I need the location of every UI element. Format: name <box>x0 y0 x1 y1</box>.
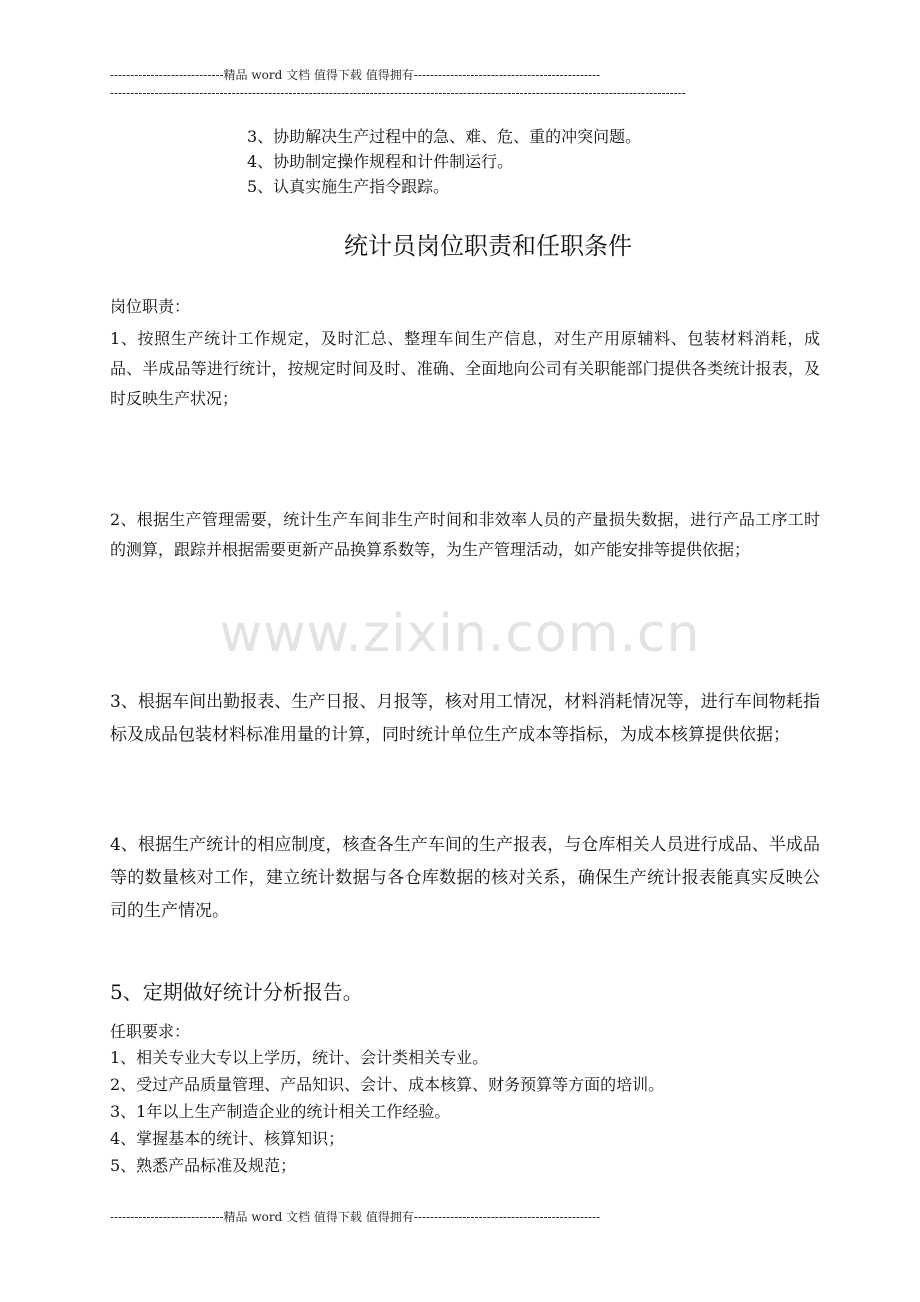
document-title: 统计员岗位职责和任职条件 <box>344 232 632 260</box>
duty-paragraph: 3、根据车间出勤报表、生产日报、月报等，核对用工情况，材料消耗情况等，进行车间物耗指标及成品包装材料标准用量的计算，同时统计单位生产成本等指标，为成本核算提供依据； <box>110 692 820 745</box>
intro-item: 4、协助制定操作规程和计件制运行。 <box>247 152 514 171</box>
header-banner: ----------------------------精品 word 文档 值得下载 值得拥有---------------------------------------------- <box>110 68 601 82</box>
duty-item: 5、定期做好统计分析报告。 <box>110 980 363 1004</box>
requirement-item: 1、相关专业大专以上学历，统计、会计类相关专业。 <box>110 1048 489 1067</box>
duty-paragraph: 2、根据生产管理需要，统计生产车间非生产时间和非效率人员的产量损失数据，进行产品工序工时的测算，跟踪并根据需要更新产品换算系数等，为生产管理活动，如产能安排等提供依据； <box>110 510 820 559</box>
requirement-item: 2、受过产品质量管理、产品知识、会计、成本核算、财务预算等方面的培训。 <box>110 1075 665 1094</box>
duty-paragraph: 4、根据生产统计的相应制度，核查各生产车间的生产报表，与仓库相关人员进行成品、半成品等的数量核对工作，建立统计数据与各仓库数据的核对关系，确保生产统计报表能真实反映公司的生产情况。 <box>110 835 820 921</box>
intro-item: 3、协助解决生产过程中的急、难、危、重的冲突问题。 <box>247 127 642 146</box>
header-divider: ---------------------------------------------------------------------------------------------------------------------------------------------- <box>110 86 686 100</box>
footer-banner: ----------------------------精品 word 文档 值得下载 值得拥有---------------------------------------------- <box>110 1210 601 1224</box>
duties-label: 岗位职责： <box>110 297 191 316</box>
requirement-item: 4、掌握基本的统计、核算知识； <box>110 1129 345 1148</box>
duty-paragraph: 1、按照生产统计工作规定，及时汇总、整理车间生产信息，对生产用原辅料、包装材料消耗，成品、半成品等进行统计，按规定时间及时、准确、全面地向公司有关职能部门提供各类统计报表，及时反映生产状况； <box>110 329 820 408</box>
intro-item: 5、认真实施生产指令跟踪。 <box>247 177 450 196</box>
requirements-label: 任职要求： <box>110 1022 191 1041</box>
requirement-item: 3、1年以上生产制造企业的统计相关工作经验。 <box>110 1102 451 1121</box>
watermark: www.zixin.com.cn <box>219 604 701 664</box>
requirement-item: 5、熟悉产品标准及规范； <box>110 1156 297 1175</box>
